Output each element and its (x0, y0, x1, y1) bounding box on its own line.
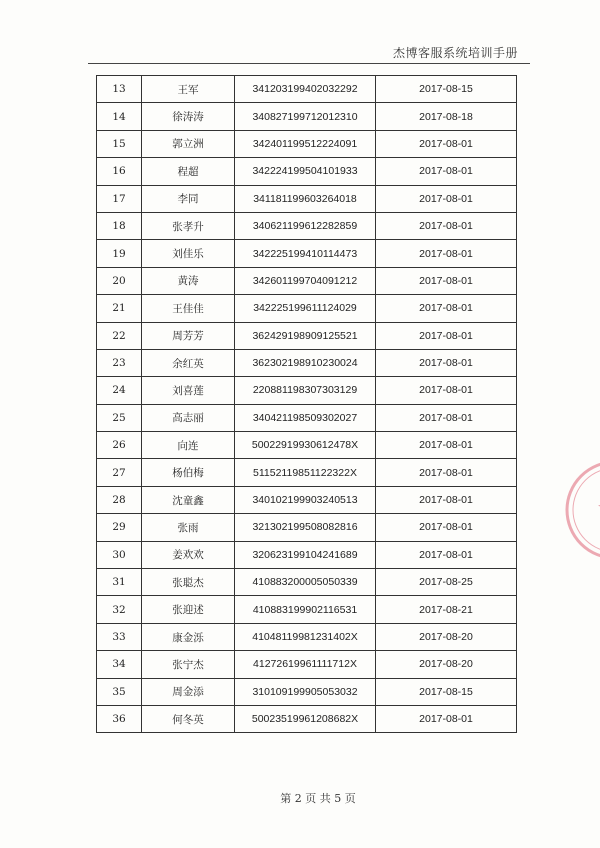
id-number: 341203199402032292 (235, 76, 376, 103)
table-row (97, 322, 517, 349)
id-number: 340102199903240513 (235, 486, 376, 513)
trainee-name: 周芳芳 (142, 322, 235, 349)
trainee-name: 余红英 (142, 349, 235, 376)
trainee-roster-table (96, 75, 517, 733)
trainee-name: 张宁杰 (142, 651, 235, 678)
start-date: 2017-08-25 (376, 569, 517, 596)
trainee-name: 张迎述 (142, 596, 235, 623)
row-number: 29 (97, 514, 142, 541)
start-date: 2017-08-21 (376, 596, 517, 623)
table-row (97, 404, 517, 431)
trainee-name: 刘喜莲 (142, 377, 235, 404)
id-number: 342401199512224091 (235, 130, 376, 157)
trainee-name: 高志丽 (142, 404, 235, 431)
row-number: 34 (97, 651, 142, 678)
trainee-name: 张雨 (142, 514, 235, 541)
row-number: 27 (97, 459, 142, 486)
start-date: 2017-08-01 (376, 158, 517, 185)
start-date: 2017-08-01 (376, 404, 517, 431)
row-number: 22 (97, 322, 142, 349)
table-row (97, 185, 517, 212)
row-number: 35 (97, 678, 142, 705)
official-seal-stamp (560, 455, 600, 565)
row-number: 13 (97, 76, 142, 103)
row-number: 25 (97, 404, 142, 431)
id-number: 342601199704091212 (235, 267, 376, 294)
id-number: 340621199612282859 (235, 212, 376, 239)
start-date: 2017-08-18 (376, 103, 517, 130)
row-number: 23 (97, 349, 142, 376)
start-date: 2017-08-01 (376, 349, 517, 376)
trainee-name: 刘佳乐 (142, 240, 235, 267)
table-row (97, 240, 517, 267)
id-number: 410883200005050339 (235, 569, 376, 596)
row-number: 32 (97, 596, 142, 623)
row-number: 31 (97, 569, 142, 596)
trainee-name: 黄涛 (142, 267, 235, 294)
trainee-name: 姜欢欢 (142, 541, 235, 568)
start-date: 2017-08-01 (376, 240, 517, 267)
trainee-name: 沈童鑫 (142, 486, 235, 513)
start-date: 2017-08-01 (376, 705, 517, 732)
table-row (97, 459, 517, 486)
row-number: 20 (97, 267, 142, 294)
row-number: 28 (97, 486, 142, 513)
row-number: 19 (97, 240, 142, 267)
table-row (97, 130, 517, 157)
trainee-name: 李同 (142, 185, 235, 212)
table-row (97, 705, 517, 732)
page-number: 第 2 页 共 5 页 (280, 792, 356, 805)
table-row (97, 212, 517, 239)
id-number: 340421198509302027 (235, 404, 376, 431)
row-number: 15 (97, 130, 142, 157)
id-number: 321302199508082816 (235, 514, 376, 541)
row-number: 18 (97, 212, 142, 239)
table-row (97, 76, 517, 103)
row-number: 14 (97, 103, 142, 130)
id-number: 362429198909125521 (235, 322, 376, 349)
table-row (97, 295, 517, 322)
trainee-name: 向连 (142, 432, 235, 459)
table-row (97, 432, 517, 459)
start-date: 2017-08-01 (376, 459, 517, 486)
id-number: 341181199603264018 (235, 185, 376, 212)
start-date: 2017-08-01 (376, 212, 517, 239)
row-number: 16 (97, 158, 142, 185)
table-row (97, 486, 517, 513)
table-row (97, 514, 517, 541)
table-row (97, 377, 517, 404)
roster-table-body (97, 76, 517, 733)
trainee-name: 徐涛涛 (142, 103, 235, 130)
row-number: 26 (97, 432, 142, 459)
table-row (97, 651, 517, 678)
id-number: 410883199902116531 (235, 596, 376, 623)
start-date: 2017-08-01 (376, 267, 517, 294)
trainee-name: 程超 (142, 158, 235, 185)
table-row (97, 349, 517, 376)
id-number: 220881198307303129 (235, 377, 376, 404)
start-date: 2017-08-15 (376, 76, 517, 103)
id-number: 362302198910230024 (235, 349, 376, 376)
seal-outer-ring (567, 462, 600, 558)
row-number: 24 (97, 377, 142, 404)
trainee-name: 郭立洲 (142, 130, 235, 157)
header-divider (88, 63, 530, 64)
table-row (97, 103, 517, 130)
trainee-name: 王军 (142, 76, 235, 103)
row-number: 17 (97, 185, 142, 212)
id-number: 342225199410114473 (235, 240, 376, 267)
table-row (97, 623, 517, 650)
table-row (97, 267, 517, 294)
trainee-name: 周金添 (142, 678, 235, 705)
table-row (97, 678, 517, 705)
trainee-name: 张聪杰 (142, 569, 235, 596)
start-date: 2017-08-01 (376, 295, 517, 322)
row-number: 30 (97, 541, 142, 568)
start-date: 2017-08-01 (376, 322, 517, 349)
start-date: 2017-08-01 (376, 432, 517, 459)
table-row (97, 541, 517, 568)
start-date: 2017-08-01 (376, 514, 517, 541)
id-number: 310109199905053032 (235, 678, 376, 705)
trainee-name: 杨伯梅 (142, 459, 235, 486)
id-number: 41048119981231402X (235, 623, 376, 650)
start-date: 2017-08-20 (376, 623, 517, 650)
trainee-name: 张孝升 (142, 212, 235, 239)
table-row (97, 569, 517, 596)
start-date: 2017-08-01 (376, 377, 517, 404)
table-row (97, 596, 517, 623)
id-number: 51152119851122322X (235, 459, 376, 486)
row-number: 21 (97, 295, 142, 322)
id-number: 340827199712012310 (235, 103, 376, 130)
trainee-name: 康金泺 (142, 623, 235, 650)
document-header-title: 杰博客服系统培训手册 (392, 46, 518, 60)
row-number: 36 (97, 705, 142, 732)
id-number: 50022919930612478X (235, 432, 376, 459)
start-date: 2017-08-01 (376, 541, 517, 568)
start-date: 2017-08-15 (376, 678, 517, 705)
trainee-name: 王佳佳 (142, 295, 235, 322)
table-row (97, 158, 517, 185)
id-number: 342224199504101933 (235, 158, 376, 185)
id-number: 50023519961208682X (235, 705, 376, 732)
id-number: 41272619961111712X (235, 651, 376, 678)
start-date: 2017-08-01 (376, 185, 517, 212)
start-date: 2017-08-01 (376, 130, 517, 157)
start-date: 2017-08-01 (376, 486, 517, 513)
start-date: 2017-08-20 (376, 651, 517, 678)
id-number: 320623199104241689 (235, 541, 376, 568)
trainee-name: 何冬英 (142, 705, 235, 732)
id-number: 342225199611124029 (235, 295, 376, 322)
row-number: 33 (97, 623, 142, 650)
